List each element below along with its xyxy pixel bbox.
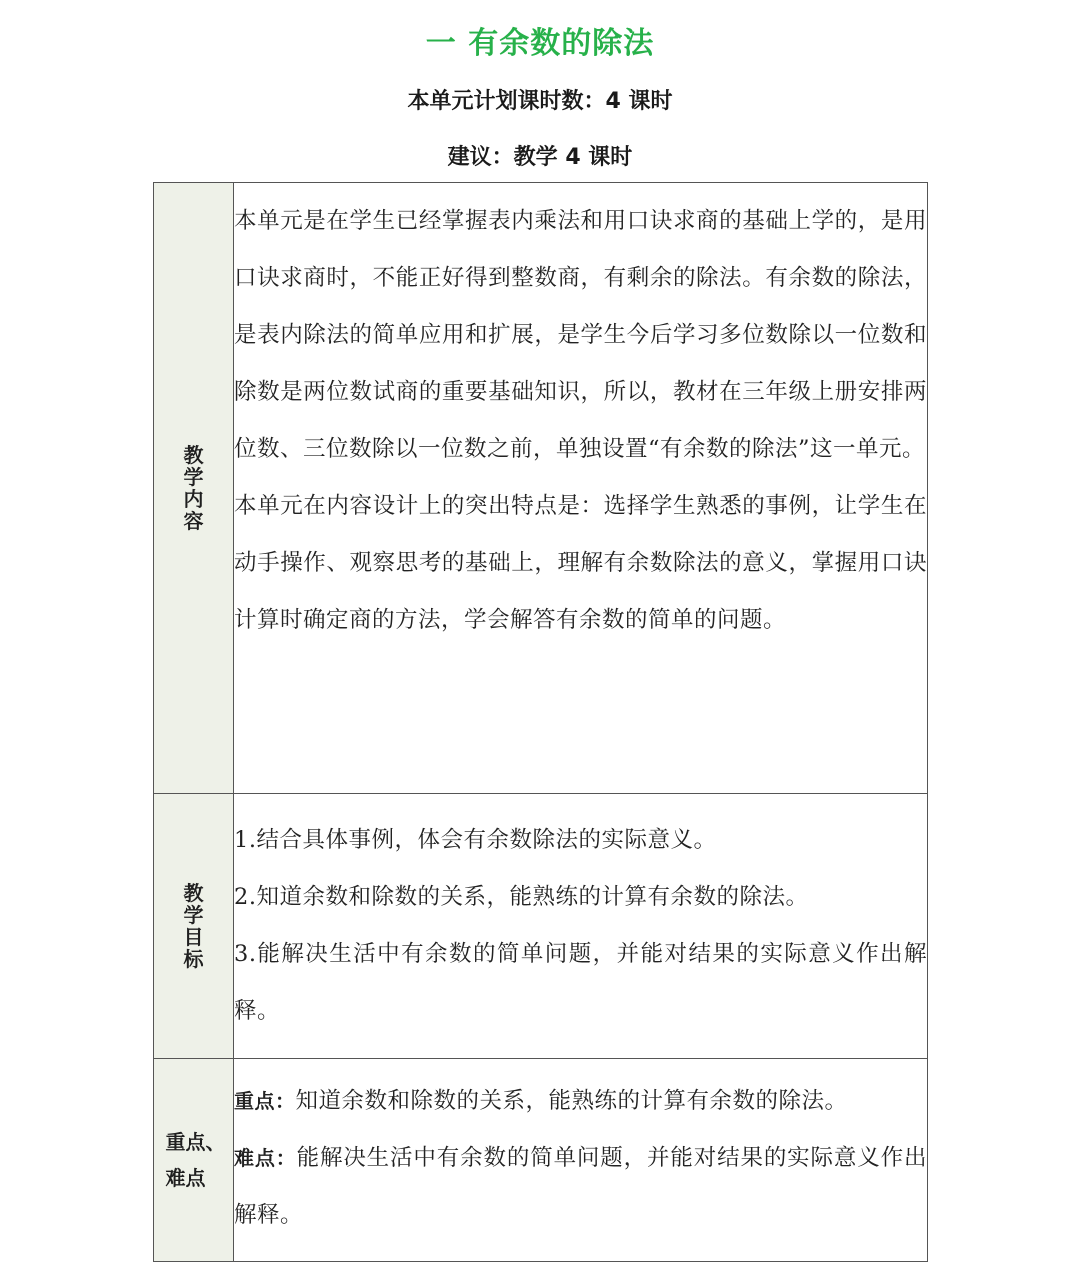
row-label-text: 教学目标 [183,881,204,971]
table-row-content [154,183,928,794]
content-cell [234,183,928,794]
content-paragraph-2: 本单元在内容设计上的突出特点是：选择学生熟悉的事例，让学生在动手操作、观察思考的基础上，理解有余数除法的意义，掌握用口诀计算时确定商的方法，学会解答有余数的简单的问题。 [234,493,927,633]
difficult-point-label: 难点： [234,1145,297,1170]
key-points-cell [234,1059,928,1262]
key-point-label: 重点： [234,1088,296,1113]
teaching-suggestion: 建议：教学 4 课时 [447,145,633,170]
goal-item-3: 3.能解决生活中有余数的简单问题，并能对结果的实际意义作出解释。 [234,941,927,1024]
difficult-point-text: 能解决生活中有余数的简单问题，并能对结果的实际意义作出解释。 [234,1144,927,1228]
difficult-point [234,1130,927,1244]
row-label-goals [154,794,234,1059]
page-title: 一 有余数的除法 [425,26,655,61]
table-row-goals [154,794,928,1059]
row-label-text: 重点、难点 [165,1130,226,1190]
lesson-plan-table [153,182,928,1262]
key-point-text: 知道余数和除数的关系，能熟练的计算有余数的除法。 [295,1087,848,1114]
key-point [234,1073,927,1130]
goal-item-2: 2.知道余数和除数的关系，能熟练的计算有余数的除法。 [234,884,809,910]
table-row-key-points [154,1059,928,1262]
goal-item-1: 1.结合具体事例，体会有余数除法的实际意义。 [234,827,717,853]
row-label-text: 教学内容 [183,443,204,533]
goals-cell [234,794,928,1059]
content-paragraph-1: 本单元是在学生已经掌握表内乘法和用口诀求商的基础上学的，是用口诀求商时，不能正好得到整数商，有剩余的除法。有余数的除法，是表内除法的简单应用和扩展，是学生今后学习多位数除以一位数和除数是两位数试商的重要基础知识，所以，教材在三年级上册安排两位数、三位数除以一位数之前，单独设置“有余数的除法”这一单元。 [234,208,927,462]
planned-hours: 本单元计划课时数：4 课时 [407,89,673,114]
row-label-key-points [154,1059,234,1262]
row-label-content [154,183,234,794]
